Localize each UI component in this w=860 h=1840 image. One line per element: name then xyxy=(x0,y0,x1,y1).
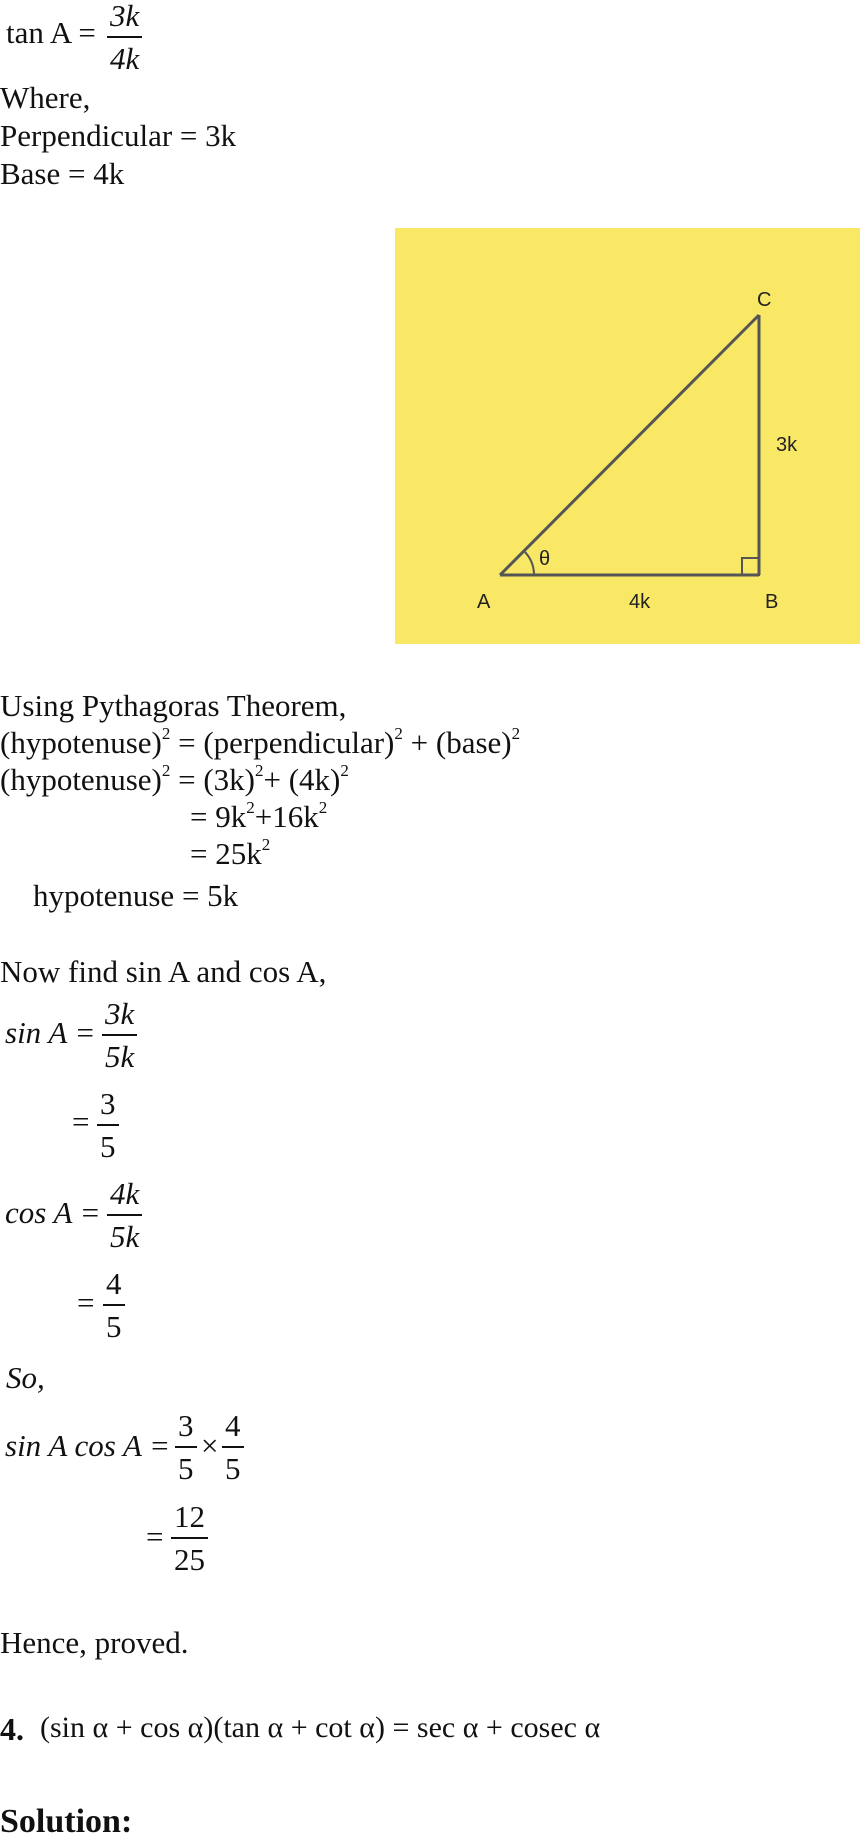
right-angle-mark xyxy=(742,558,759,575)
pythagoras-line-1: (hypotenuse)$^2$ = (perpendicular)$^2$ + (base)$^2$ xyxy=(0,724,521,760)
label-theta: θ xyxy=(539,548,551,570)
question-number: 4. xyxy=(0,1711,24,1747)
hence-proved: Hence, proved. xyxy=(0,1625,189,1660)
pythagoras-line-3: = $9k^2+16k^2$ xyxy=(190,798,328,834)
cos-fraction-2 xyxy=(103,1268,125,1342)
product-fraction-1 xyxy=(175,1410,197,1484)
tan-denominator: 4k xyxy=(110,41,140,76)
sin-equals: = xyxy=(72,1104,90,1139)
label-a: A xyxy=(477,591,491,613)
result-denominator: 25 xyxy=(174,1542,205,1577)
product-denominator-2: 5 xyxy=(225,1451,241,1486)
label-perp: 3k xyxy=(776,434,798,456)
question-expression: (sin α + cos α)(tan α + cot α) = sec α + cosec α xyxy=(40,1711,601,1744)
pythagoras-line-4: = $25k^2$ xyxy=(190,835,271,871)
product-numerator-2: 4 xyxy=(222,1410,244,1448)
cos-numerator: 4k xyxy=(107,1178,142,1216)
find-intro: Now find sin A and cos A, xyxy=(0,954,327,989)
pythagoras-intro: Using Pythagoras Theorem, xyxy=(0,688,347,723)
tan-fraction xyxy=(107,0,142,74)
sin-fraction-2 xyxy=(97,1088,119,1162)
so-label: So, xyxy=(6,1360,45,1395)
product-numerator-1: 3 xyxy=(175,1410,197,1448)
product-fraction-2 xyxy=(222,1410,244,1484)
result-numerator: 12 xyxy=(171,1501,208,1539)
cos-denominator: 5k xyxy=(110,1219,140,1254)
label-base: 4k xyxy=(629,591,651,613)
label-b: B xyxy=(765,591,779,613)
product-denominator-1: 5 xyxy=(178,1451,194,1486)
triangle-diagram xyxy=(395,228,860,644)
cos-numerator-2: 4 xyxy=(103,1268,125,1306)
product-lhs: sin A cos A = xyxy=(5,1428,171,1463)
perpendicular-text: Perpendicular = 3k xyxy=(0,118,237,153)
result-fraction xyxy=(171,1501,208,1575)
times-sign: × xyxy=(201,1428,219,1463)
base-text: Base = 4k xyxy=(0,156,125,191)
hypotenuse-result: hypotenuse = 5k xyxy=(33,878,239,913)
result-equals: = xyxy=(146,1519,164,1554)
tan-numerator: 3k xyxy=(107,0,142,38)
cos-lhs: cos A = xyxy=(5,1195,101,1230)
cos-equals: = xyxy=(77,1285,95,1320)
pythagoras-line-2: (hypotenuse)$^2$ = $(3k)^2+ (4k)^2$ xyxy=(0,761,349,797)
sin-numerator-2: 3 xyxy=(97,1088,119,1126)
side-ac xyxy=(500,315,759,575)
solution-heading: Solution: xyxy=(0,1803,133,1840)
label-c: C xyxy=(757,289,772,311)
cos-fraction-1 xyxy=(107,1178,142,1252)
triangle-figure xyxy=(395,228,860,644)
sin-denominator: 5k xyxy=(105,1039,135,1074)
cos-denominator-2: 5 xyxy=(106,1309,122,1344)
where-text: Where, xyxy=(0,80,91,115)
sin-denominator-2: 5 xyxy=(100,1129,116,1164)
sin-lhs: sin A = xyxy=(5,1015,96,1050)
sin-numerator: 3k xyxy=(102,998,137,1036)
sin-fraction-1 xyxy=(102,998,137,1072)
tan-lhs: tan A = xyxy=(6,15,96,50)
angle-arc xyxy=(524,551,534,575)
